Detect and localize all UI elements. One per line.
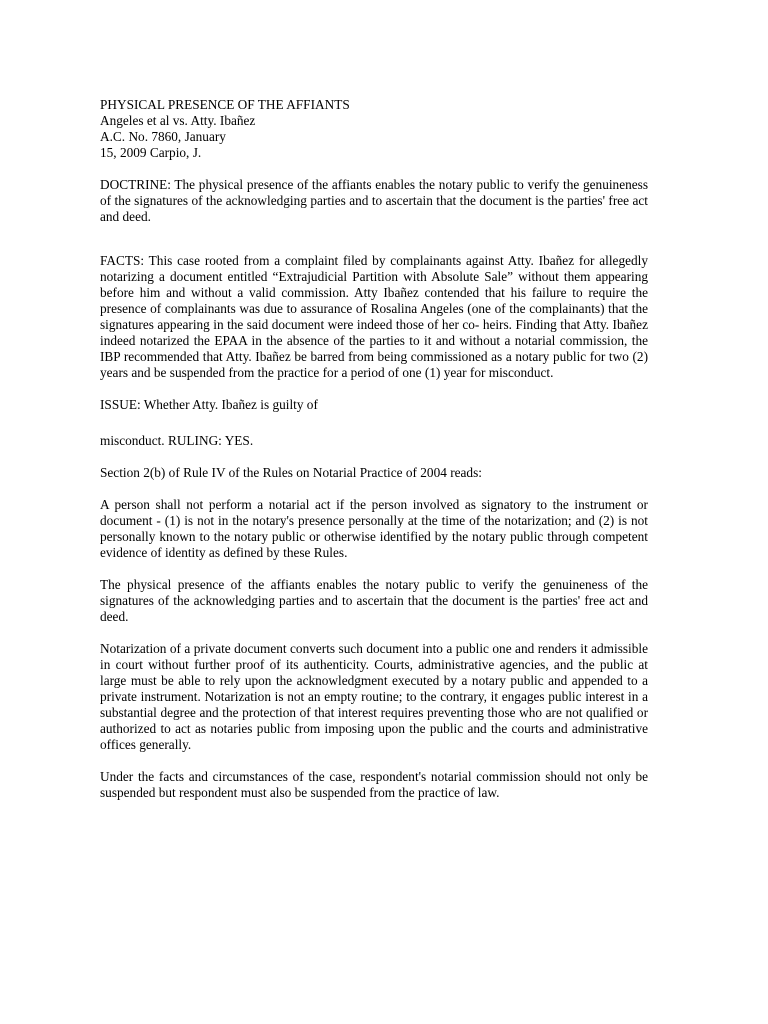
rule-text-paragraph: A person shall not perform a notarial act if the person involved as signatory to the instrument or document - (1) is not in the notary's presence personally at the time of the notarization; and (2) is not personally known to the notary public or otherwise identified by the notary public through competent evidence of identity as defined by these Rules. [100,497,648,560]
section-intro-paragraph: Section 2(b) of Rule IV of the Rules on Notarial Practice of 2004 reads: [100,465,482,480]
conclusion-paragraph: Under the facts and circumstances of the case, respondent's notarial commission should not only be suspended but respondent must also be suspended from the practice of law. [100,769,648,800]
case-number: A.C. No. 7860, January [100,129,226,144]
notarization-paragraph: Notarization of a private document converts such document into a public one and renders it admissible in court without further proof of its authenticity. Courts, administrative agencies, and the public at large must be able to rely upon the acknowledgment executed by a notary public and appended to a private instrument. Notarization is not an empty routine; to the contrary, it engages public interest in a substantial degree and the protection of that interest requires preventing those who are not qualified or authorized to act as notaries public from imposing upon the public and the courts and administrative offices generally. [100,641,648,752]
presence-paragraph: The physical presence of the affiants enables the notary public to verify the genuineness of the signatures of the acknowledging parties and to ascertain that the document is the parties' free act and deed. [100,577,648,624]
facts-paragraph: FACTS: This case rooted from a complaint filed by complainants against Atty. Ibañez for allegedly notarizing a document entitled “Extrajudicial Partition with Absolute Sale” without them appearing before him and without a valid commission. Atty Ibañez contended that his failure to require the presence of complainants was due to assurance of Rosalina Angeles (one of the complainants) that the signatures appearing in the said document were indeed those of her co- heirs. Finding that Atty. Ibañez indeed notarized the EPAA in the absence of the parties to it and without a notarial commission, the IBP recommended that Atty. Ibañez be barred from being commissioned as a notary public for two (2) years and be suspended from the practice for a period of one (1) year for misconduct. [100,253,648,380]
case-heading [100,97,648,161]
document-page [100,97,648,801]
case-name: Angeles et al vs. Atty. Ibañez [100,113,256,128]
issue-paragraph: ISSUE: Whether Atty. Ibañez is guilty of [100,397,318,412]
ruling-paragraph: misconduct. RULING: YES. [100,433,254,448]
document-title: PHYSICAL PRESENCE OF THE AFFIANTS [100,97,350,112]
case-date-ponente: 15, 2009 Carpio, J. [100,145,202,160]
doctrine-paragraph: DOCTRINE: The physical presence of the affiants enables the notary public to verify the genuineness of the signatures of the acknowledging parties and to ascertain that the document is the parties' free act and deed. [100,177,648,224]
